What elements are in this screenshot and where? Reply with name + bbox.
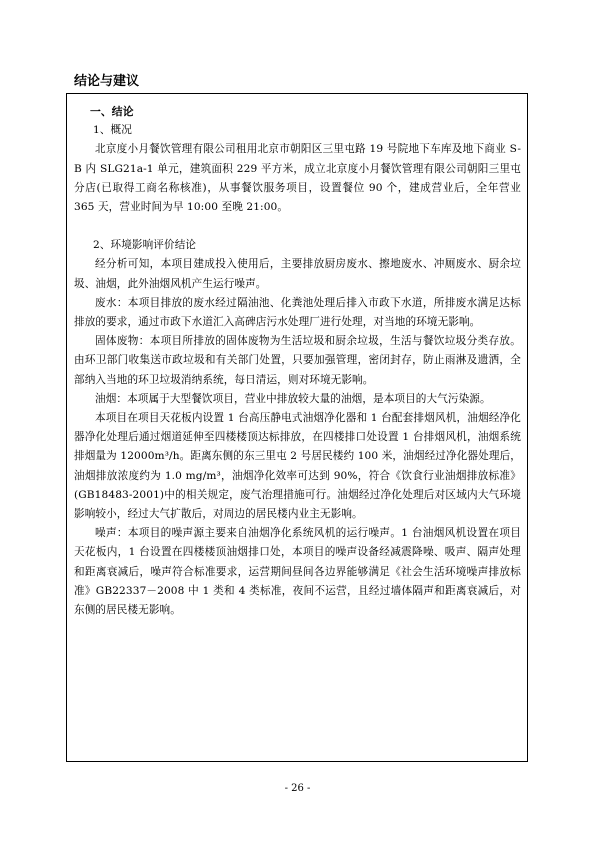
paragraph-wastewater: 废水：本项目排放的废水经过隔油池、化粪池处理后排入市政下水道，所排废水满足达标排放的要求，通过市政下水道汇入高碑店污水处理厂进行处理，对当地的环境无影响。 <box>74 296 521 329</box>
paragraph-fumes-detail: 本项目在项目天花板内设置 1 台高压静电式油烟净化器和 1 台配套排烟风机，油烟经净化器净化处理后通过烟道延伸至四楼楼顶达标排放，在四楼排口处设置 1 台排烟风机，油烟系统排烟量为 12000m³/h。距离东侧的东三里屯 2 号居民楼约 100 米，油烟经过净化器处理后，油烟排放浓度约为 1.0 mg/m³，油烟净化效率可达到 90%，符合《饮食行业油烟排放标准》(GB18483-2001)中的相关规定，废气治理措施可行。油烟经过净化处理后对区域内大气环境影响较小，经过大气扩散后，对周边的居民楼内业主无影响。 <box>74 412 521 521</box>
paragraph-overview: 北京度小月餐饮管理有限公司租用北京市朝阳区三里屯路 19 号院地下车库及地下商业 S-B 内 SLG21a-1 单元，建筑面积 229 平方米，成立北京度小月餐饮管理有限公司朝阳三里屯分店(已取得工商名称核准)，从事餐饮服务项目，设置餐位 90 个，建成营业后，全年营业 365 天，营业时间为早 10:00 至晚 21:00。 <box>74 143 521 214</box>
paragraph-fumes-intro: 油烟：本项属于大型餐饮项目，营业中排放较大量的油烟，是本项目的大气污染源。 <box>95 392 491 405</box>
conclusion-body <box>74 102 521 620</box>
paragraph-summary: 经分析可知，本项目建成投入使用后，主要排放厨房废水、擦地废水、冲厕废水、厨余垃圾、油烟，此外油烟风机产生运行噪声。 <box>74 258 521 290</box>
blank-line <box>74 217 521 236</box>
page-number: - 26 - <box>284 783 311 794</box>
page-heading: 结论与建议 <box>74 74 140 89</box>
paragraph-noise: 噪声：本项目的噪声源主要来自油烟净化系统风机的运行噪声。1 台油烟风机设置在项目天花板内，1 台设置在四楼楼顶油烟排口处，本项目的噪声设备经减震降噪、吸声、隔声处理和距离衰减后，噪声符合标准要求，运营期间昼间各边界能够满足《社会生活环境噪声排放标准》GB22337－2008 中 1 类和 4 类标准，夜间不运营，且经过墙体隔声和距离衰减后，对东侧的居民楼无影响。 <box>74 527 521 617</box>
subsection-title-eia-conclusion: 2、环境影响评价结论 <box>93 239 197 252</box>
subsection-title-overview: 1、概况 <box>93 124 132 137</box>
paragraph-solid-waste: 固体废物：本项目所排放的固体废物为生活垃圾和厨余垃圾，生活与餐饮垃圾分类存放。由环卫部门收集送市政垃圾和有关部门处置，只要加强管理，密闭封存，防止雨淋及遗洒，全部纳入当地的环卫垃圾消纳系统，每日清运，则对环境无影响。 <box>74 335 521 386</box>
section-title-conclusion: 一、结论 <box>90 105 134 118</box>
